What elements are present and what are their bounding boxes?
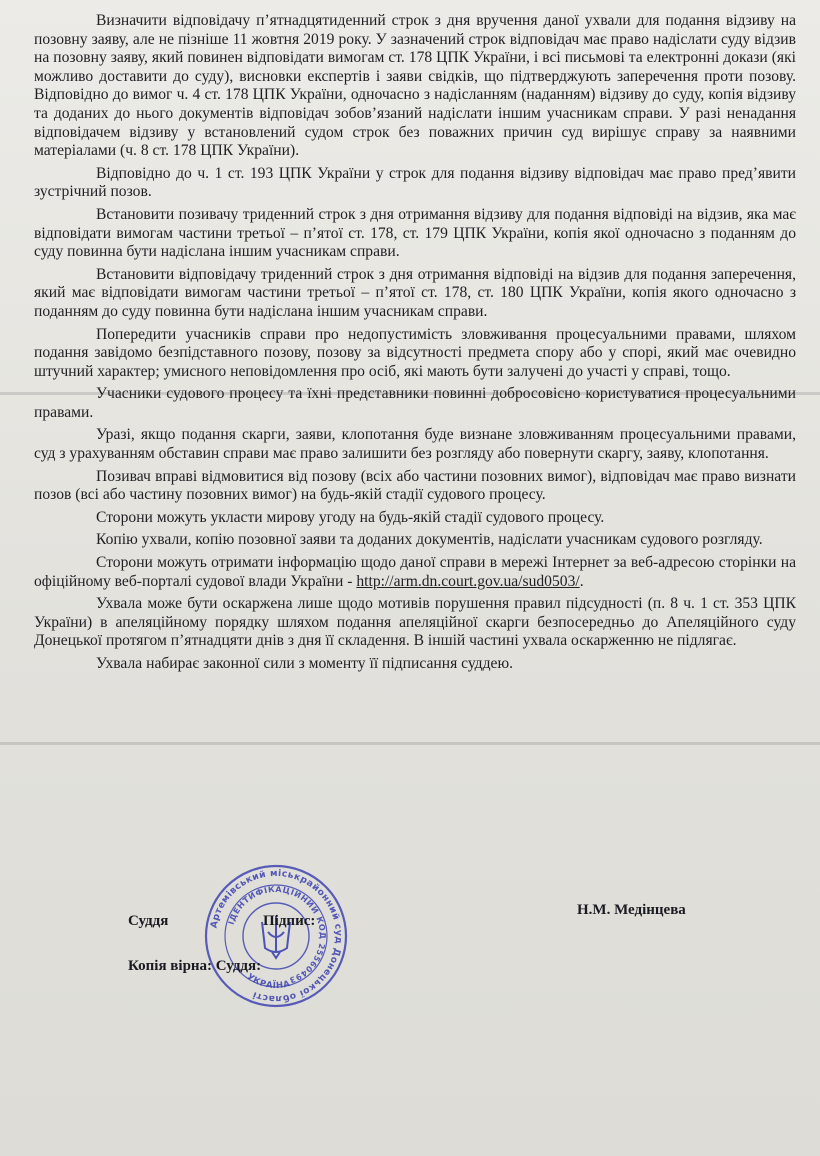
- paper-fold: [0, 742, 820, 745]
- paragraph-waiver: Позивач вправі відмовитися від позову (всіх або частини позовних вимог), відповідач має право визнати позов (всі або частину позовних вимог) на будь-якій стадії судового процесу.: [34, 467, 796, 504]
- stamp-country-text: УКРАЇНА: [244, 971, 292, 992]
- court-stamp: [202, 862, 350, 1010]
- paragraph-abuse-consequence: Уразі, якщо подання скарги, заяви, клопотання буде визнане зловживанням процесуальними правами, суд з урахуванням обставин справи має право залишити без розгляду або повернути скаргу, заяву, клопотання.: [34, 426, 796, 463]
- paragraph-good-faith: Учасники судового процесу та їхні представники повинні добросовісно користуватися процесуальними правами.: [34, 385, 796, 421]
- court-portal-link[interactable]: http://arm.dn.court.gov.ua/sud0503/: [356, 572, 580, 590]
- copy-certified-label: Копія вірна: Суддя:: [128, 958, 262, 974]
- paragraph-counterclaim: Відповідно до ч. 1 ст. 193 ЦПК України у строк для подання відзиву відповідач має право пред’явити зустрічний позов.: [34, 164, 796, 201]
- judge-label: Суддя: [128, 913, 169, 929]
- paragraph-deadline-response: Визначити відповідачу п’ятнадцятиденний строк з дня вручення даної ухвали для подання відзиву на позовну заяву, але не пізніше 11 жовтня 2019 року. У зазначений строк відповідач має право надіслати суду відзив на позовну заяву, який повинен відповідати вимогам ст. 178 ЦПК України, і всі письмові та електронні докази (які можливо доставити до суду), висновки експертів і заяви свідків, що підтверджують заперечення проти позову. Відповідно до вимог ч. 4 ст. 178 ЦПК України, одночасно з надісланням (наданням) відзиву до суду, копія відзиву та доданих до нього документів відповідач зобов’язаний надіслати іншим учасникам справи. У разі ненадання відповідачем відзиву у встановлений судом строк без поважних причин суд вирішує справу за наявними матеріалами (ч. 8 ст. 178 ЦПК України).: [34, 12, 796, 160]
- stamp-ring-text: Артемівський міськрайонний суд Донецької області: [208, 867, 345, 1005]
- internet-text: Сторони можуть отримати інформацію щодо даної справи в мережі Інтернет за веб-адресою сторінки на офіційному веб-порталі судової влади України -: [34, 554, 796, 590]
- paragraph-effective: Ухвала набирає законної сили з моменту її підписання суддею.: [96, 655, 514, 672]
- paragraph-internet: [34, 554, 796, 591]
- document-body: [34, 12, 796, 674]
- paragraph-appeal: Ухвала може бути оскаржена лише щодо мотивів порушення правил підсудності (п. 8 ч. 1 ст. 353 ЦПК України) в апеляційному порядку шляхом подання апеляційної скарги безпосередньо до Апеляційного суду Донецької протягом п’ятнадцяти днів з дня її складення. В іншій частині ухвала оскарженню не підлягає.: [34, 595, 796, 650]
- judge-name: Н.М. Медінцева: [577, 902, 686, 918]
- paragraph-defendant-objection: Встановити відповідачу триденний строк з дня отримання відповіді на відзив для подання заперечення, який має відповідати вимогам частини третьої – п’ятої ст. 178, ст. 180 ЦПК України, копія якого одночасно з поданням до суду повинна бути надіслана іншим учасникам справи.: [34, 265, 796, 320]
- paragraph-copies: Копію ухвали, копію позовної заяви та доданих документів, надіслати учасникам судового розгляду.: [96, 531, 763, 549]
- original-signature-label: Підпис:: [263, 913, 316, 929]
- paragraph-abuse-warning: Попередити учасників справи про недопустимість зловживання процесуальними правами, шляхом подання завідомо безпідставного позову, позову за відсутності предмета спору або у спорі, який має очевидно штучний характер; умисного неповідомлення про осіб, які мають бути залучені до участі у справі, тощо.: [34, 325, 796, 380]
- stamp-code-text: ІДЕНТИФІКАЦІЙНИЙ КОД 25560493: [226, 884, 328, 985]
- paragraph-settlement: Сторони можуть укласти мирову угоду на будь-якій стадії судового процесу.: [96, 508, 605, 526]
- internet-tail: .: [579, 572, 584, 590]
- paragraph-plaintiff-reply: Встановити позивачу триденний строк з дня отримання відзиву для подання відповіді на відзив, яка має відповідати вимогам частини третьої – п’ятої ст. 178, ст. 179 ЦПК України, копія якої одночасно з поданням до суду повинна бути надіслана іншим учасникам справи.: [34, 205, 796, 261]
